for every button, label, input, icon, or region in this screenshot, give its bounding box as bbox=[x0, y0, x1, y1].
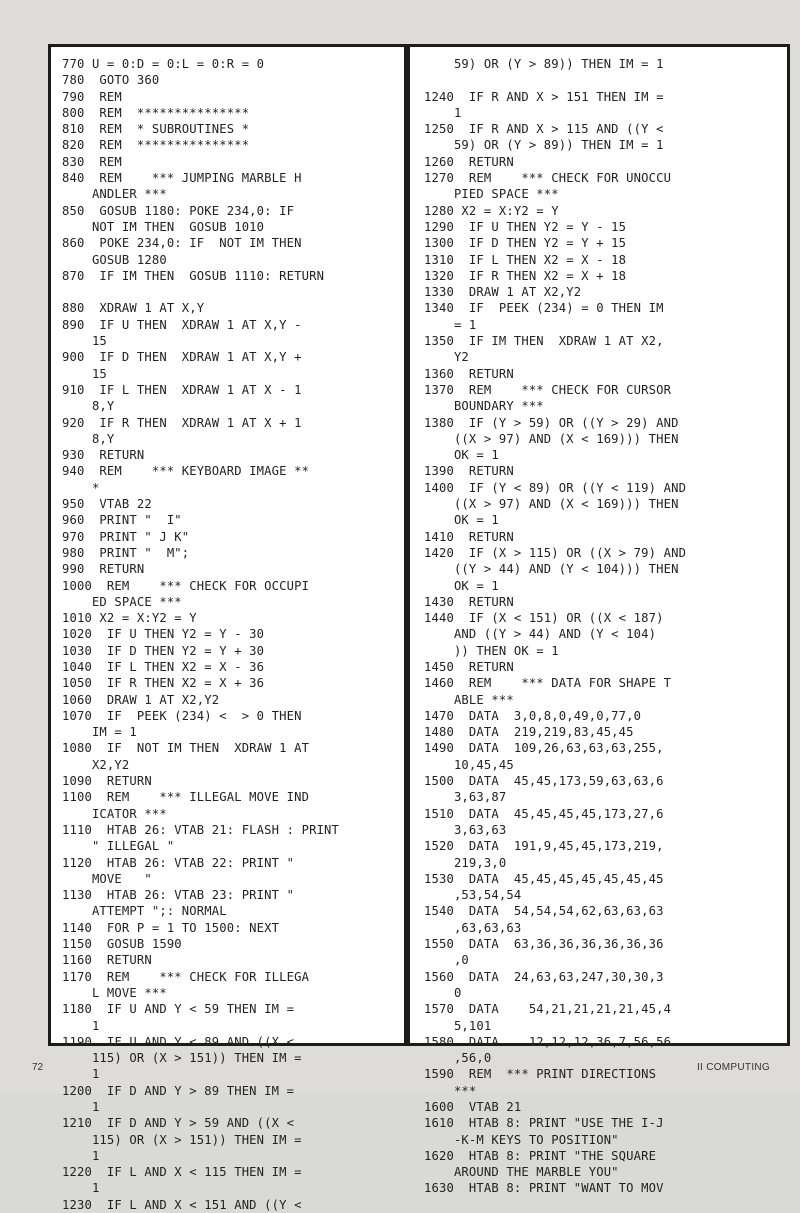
code-line: 15 bbox=[62, 334, 107, 349]
code-line: 5,101 bbox=[424, 1018, 492, 1033]
code-line: 1060 DRAW 1 AT X2,Y2 bbox=[62, 692, 220, 707]
code-line: 1150 GOSUB 1590 bbox=[62, 937, 182, 952]
code-line: 980 PRINT " M"; bbox=[62, 545, 190, 560]
code-line: 1230 IF L AND X < 151 AND ((Y < bbox=[62, 1197, 302, 1212]
code-line: PIED SPACE *** bbox=[424, 187, 559, 202]
code-line: 1030 IF D THEN Y2 = Y + 30 bbox=[62, 643, 265, 658]
code-line: 1210 IF D AND Y > 59 AND ((X < bbox=[62, 1116, 295, 1131]
code-line: 1260 RETURN bbox=[424, 154, 514, 169]
code-line: 15 bbox=[62, 366, 107, 381]
listing-column-left bbox=[62, 56, 398, 1213]
code-line: ED SPACE *** bbox=[62, 594, 182, 609]
code-line: 900 IF D THEN XDRAW 1 AT X,Y + bbox=[62, 350, 302, 365]
code-line: 1190 IF U AND Y < 89 AND ((X < bbox=[62, 1034, 295, 1049]
code-line: 1440 IF (X < 151) OR ((X < 187) bbox=[424, 611, 664, 626]
code-line: ,53,54,54 bbox=[424, 888, 522, 903]
code-line: 1610 HTAB 8: PRINT "USE THE I-J bbox=[424, 1116, 664, 1131]
code-line: 1220 IF L AND X < 115 THEN IM = bbox=[62, 1165, 302, 1180]
code-line: ,63,63,63 bbox=[424, 920, 522, 935]
code-line: 1590 REM *** PRINT DIRECTIONS bbox=[424, 1067, 657, 1082]
code-line: 950 VTAB 22 bbox=[62, 497, 152, 512]
code-line: 860 POKE 234,0: IF NOT IM THEN bbox=[62, 236, 302, 251]
code-line: 1110 HTAB 26: VTAB 21: FLASH : PRINT bbox=[62, 822, 340, 837]
code-line: 115) OR (X > 151)) THEN IM = bbox=[62, 1132, 302, 1147]
code-line: 780 GOTO 360 bbox=[62, 73, 160, 88]
code-line: 1310 IF L THEN X2 = X - 18 bbox=[424, 252, 627, 267]
code-line: 59) OR (Y > 89)) THEN IM = 1 bbox=[424, 138, 664, 153]
magazine-name: II COMPUTING bbox=[696, 1062, 770, 1073]
code-line: 1480 DATA 219,219,83,45,45 bbox=[424, 725, 634, 740]
code-line: 810 REM * SUBROUTINES * bbox=[62, 122, 250, 137]
code-line: 219,3,0 bbox=[424, 855, 507, 870]
code-line: 1360 RETURN bbox=[424, 366, 514, 381]
code-line: 1 bbox=[62, 1181, 100, 1196]
code-line: 1510 DATA 45,45,45,45,173,27,6 bbox=[424, 806, 664, 821]
code-line: 830 REM bbox=[62, 154, 122, 169]
code-line: 770 U = 0:D = 0:L = 0:R = 0 bbox=[62, 57, 265, 71]
code-line: 59) OR (Y > 89)) THEN IM = 1 bbox=[424, 57, 664, 71]
code-line bbox=[424, 72, 776, 88]
code-line: 1530 DATA 45,45,45,45,45,45,45 bbox=[424, 871, 664, 886]
code-line: Y2 bbox=[424, 350, 469, 365]
code-line: 1470 DATA 3,0,8,0,49,0,77,0 bbox=[424, 708, 642, 723]
code-line: *** bbox=[424, 1083, 477, 1098]
code-line: 820 REM *************** bbox=[62, 138, 250, 153]
code-line: 990 RETURN bbox=[62, 562, 145, 577]
code-line: = 1 bbox=[424, 317, 477, 332]
code-line: 870 IF IM THEN GOSUB 1110: RETURN bbox=[62, 268, 325, 283]
code-line: 940 REM *** KEYBOARD IMAGE ** bbox=[62, 464, 310, 479]
code-line: AROUND THE MARBLE YOU" bbox=[424, 1165, 619, 1180]
code-line: 1040 IF L THEN X2 = X - 36 bbox=[62, 659, 265, 674]
code-line: 1400 IF (Y < 89) OR ((Y < 119) AND bbox=[424, 480, 687, 495]
code-line: NOT IM THEN GOSUB 1010 bbox=[62, 219, 265, 234]
code-line: 1620 HTAB 8: PRINT "THE SQUARE bbox=[424, 1148, 657, 1163]
code-line: * bbox=[62, 480, 100, 495]
code-line: 1 bbox=[62, 1018, 100, 1033]
code-line: 890 IF U THEN XDRAW 1 AT X,Y - bbox=[62, 317, 302, 332]
code-line: 1390 RETURN bbox=[424, 464, 514, 479]
code-line: 1630 HTAB 8: PRINT "WANT TO MOV bbox=[424, 1181, 664, 1196]
code-line: 10,45,45 bbox=[424, 757, 514, 772]
code-line: 1280 X2 = X:Y2 = Y bbox=[424, 203, 559, 218]
code-line: 1380 IF (Y > 59) OR ((Y > 29) AND bbox=[424, 415, 679, 430]
code-line: 1350 IF IM THEN XDRAW 1 AT X2, bbox=[424, 334, 664, 349]
column-divider bbox=[404, 44, 410, 1046]
code-line: 1580 DATA 12,12,12,36,7,56,56 bbox=[424, 1034, 672, 1049]
code-line: 1540 DATA 54,54,54,62,63,63,63 bbox=[424, 904, 664, 919]
code-line: ,56,0 bbox=[424, 1051, 492, 1066]
code-line: -K-M KEYS TO POSITION" bbox=[424, 1132, 619, 1147]
code-line: 8,Y bbox=[62, 399, 115, 414]
code-line: 8,Y bbox=[62, 431, 115, 446]
code-line: 1120 HTAB 26: VTAB 22: PRINT " bbox=[62, 855, 295, 870]
code-line: 930 RETURN bbox=[62, 448, 145, 463]
code-line: ((Y > 44) AND (Y < 104))) THEN bbox=[424, 562, 679, 577]
code-line: 1460 REM *** DATA FOR SHAPE T bbox=[424, 676, 672, 691]
code-line: 1000 REM *** CHECK FOR OCCUPI bbox=[62, 578, 310, 593]
code-line: 115) OR (X > 151)) THEN IM = bbox=[62, 1051, 302, 1066]
code-line: ,0 bbox=[424, 953, 469, 968]
code-line: X2,Y2 bbox=[62, 757, 130, 772]
code-line: 1070 IF PEEK (234) < > 0 THEN bbox=[62, 708, 302, 723]
code-line: 1140 FOR P = 1 TO 1500: NEXT bbox=[62, 920, 280, 935]
code-line: 1420 IF (X > 115) OR ((X > 79) AND bbox=[424, 545, 687, 560]
code-line: OK = 1 bbox=[424, 448, 499, 463]
code-line: 920 IF R THEN XDRAW 1 AT X + 1 bbox=[62, 415, 302, 430]
code-line: 1090 RETURN bbox=[62, 774, 152, 789]
code-line: 1290 IF U THEN Y2 = Y - 15 bbox=[424, 219, 627, 234]
code-line: 1160 RETURN bbox=[62, 953, 152, 968]
code-line: 1560 DATA 24,63,63,247,30,30,3 bbox=[424, 969, 664, 984]
code-line: ANDLER *** bbox=[62, 187, 167, 202]
code-line: 1330 DRAW 1 AT X2,Y2 bbox=[424, 285, 582, 300]
code-line: 1550 DATA 63,36,36,36,36,36,36 bbox=[424, 937, 664, 952]
code-line: " ILLEGAL " bbox=[62, 839, 175, 854]
code-line: 1020 IF U THEN Y2 = Y - 30 bbox=[62, 627, 265, 642]
code-line: BOUNDARY *** bbox=[424, 399, 544, 414]
code-line: 910 IF L THEN XDRAW 1 AT X - 1 bbox=[62, 382, 302, 397]
code-line: 1500 DATA 45,45,173,59,63,63,6 bbox=[424, 774, 664, 789]
code-line: 1200 IF D AND Y > 89 THEN IM = bbox=[62, 1083, 295, 1098]
code-line: 0 bbox=[424, 985, 462, 1000]
code-line: ABLE *** bbox=[424, 692, 514, 707]
code-line: 1 bbox=[62, 1148, 100, 1163]
code-line: GOSUB 1280 bbox=[62, 252, 167, 267]
code-line: 1240 IF R AND X > 151 THEN IM = bbox=[424, 89, 664, 104]
code-line: ((X > 97) AND (X < 169))) THEN bbox=[424, 497, 679, 512]
code-line: MOVE " bbox=[62, 871, 152, 886]
code-line: 1250 IF R AND X > 115 AND ((Y < bbox=[424, 122, 664, 137]
code-line: 1450 RETURN bbox=[424, 659, 514, 674]
code-line: 1430 RETURN bbox=[424, 594, 514, 609]
code-line: 800 REM *************** bbox=[62, 105, 250, 120]
code-line: 1270 REM *** CHECK FOR UNOCCU bbox=[424, 171, 672, 186]
code-line: 1320 IF R THEN X2 = X + 18 bbox=[424, 268, 627, 283]
code-line: 790 REM bbox=[62, 89, 122, 104]
code-line: 970 PRINT " J K" bbox=[62, 529, 190, 544]
code-line: 1080 IF NOT IM THEN XDRAW 1 AT bbox=[62, 741, 310, 756]
code-line: 1 bbox=[62, 1100, 100, 1114]
code-line: 850 GOSUB 1180: POKE 234,0: IF bbox=[62, 203, 295, 218]
code-line: AND ((Y > 44) AND (Y < 104) bbox=[424, 627, 657, 642]
code-line: 1490 DATA 109,26,63,63,63,255, bbox=[424, 741, 664, 756]
code-line: ATTEMPT ";: NORMAL bbox=[62, 904, 227, 919]
code-line: ((X > 97) AND (X < 169))) THEN bbox=[424, 431, 679, 446]
code-line: 840 REM *** JUMPING MARBLE H bbox=[62, 171, 302, 186]
code-line: 1100 REM *** ILLEGAL MOVE IND bbox=[62, 790, 310, 805]
code-line: 1130 HTAB 26: VTAB 23: PRINT " bbox=[62, 888, 295, 903]
code-line: 1570 DATA 54,21,21,21,21,45,4 bbox=[424, 1002, 672, 1017]
code-line: )) THEN OK = 1 bbox=[424, 643, 559, 658]
code-line: 1 bbox=[424, 105, 462, 120]
page-number: 72 bbox=[32, 1062, 44, 1073]
code-line: 3,63,63 bbox=[424, 822, 507, 837]
code-line: 1340 IF PEEK (234) = 0 THEN IM bbox=[424, 301, 664, 316]
code-line: 1 bbox=[62, 1067, 100, 1082]
code-line: 1520 DATA 191,9,45,45,173,219, bbox=[424, 839, 664, 854]
code-line: 1010 X2 = X:Y2 = Y bbox=[62, 611, 197, 626]
listing-column-right bbox=[424, 56, 776, 1197]
code-line: 1170 REM *** CHECK FOR ILLEGA bbox=[62, 969, 310, 984]
code-line: OK = 1 bbox=[424, 513, 499, 528]
code-line: 3,63,87 bbox=[424, 790, 507, 805]
code-line: 880 XDRAW 1 AT X,Y bbox=[62, 301, 205, 316]
code-line: 1600 VTAB 21 bbox=[424, 1100, 522, 1114]
code-line: 1300 IF D THEN Y2 = Y + 15 bbox=[424, 236, 627, 251]
code-line: 960 PRINT " I" bbox=[62, 513, 182, 528]
code-line: IM = 1 bbox=[62, 725, 137, 740]
code-line: 1410 RETURN bbox=[424, 529, 514, 544]
code-line: 1180 IF U AND Y < 59 THEN IM = bbox=[62, 1002, 295, 1017]
code-line: OK = 1 bbox=[424, 578, 499, 593]
code-line: 1370 REM *** CHECK FOR CURSOR bbox=[424, 382, 672, 397]
code-line bbox=[62, 284, 398, 300]
code-line: 1050 IF R THEN X2 = X + 36 bbox=[62, 676, 265, 691]
code-line: ICATOR *** bbox=[62, 806, 167, 821]
code-line: L MOVE *** bbox=[62, 985, 167, 1000]
